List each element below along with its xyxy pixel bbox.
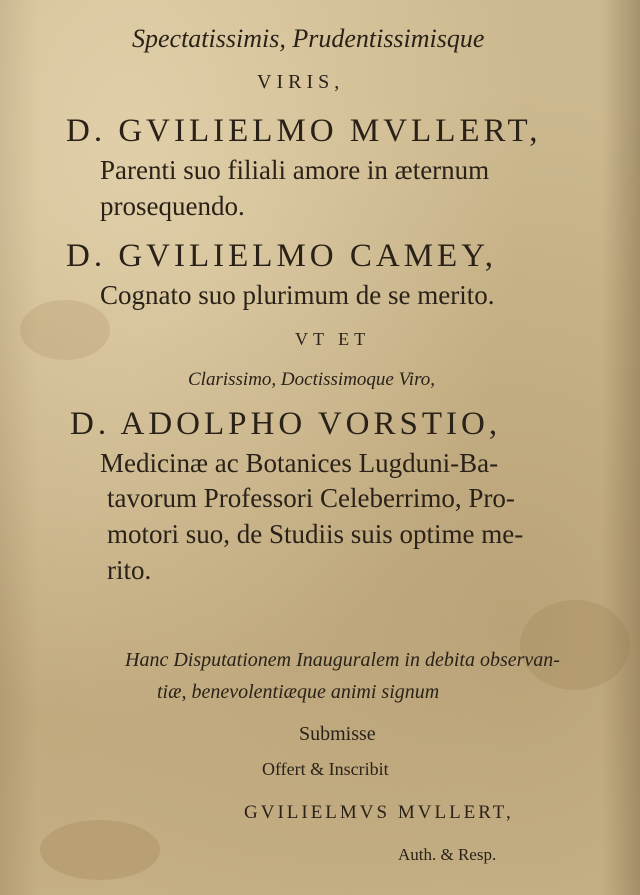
paper-stain xyxy=(20,300,110,360)
dedication-line-18: Offert & Inscribit xyxy=(262,759,389,779)
dedication-line-20: Auth. & Resp. xyxy=(398,845,497,864)
dedication-line-1: Spectatissimis, Prudentissimisque xyxy=(132,24,485,53)
dedication-line-5: prosequendo. xyxy=(100,191,245,221)
dedication-line-15: Hanc Disputationem Inauguralem in debita observan- xyxy=(125,649,560,671)
dedication-author: GVILIELMVS MVLLERT, xyxy=(244,802,514,823)
dedication-line-4: Parenti suo filiali amore in æternum xyxy=(100,155,490,185)
dedication-line-9: Clarissimo, Doctissimoque Viro, xyxy=(188,369,436,390)
dedication-line-7: Cognato suo plurimum de se merito. xyxy=(100,280,495,310)
dedication-line-16: tiæ, benevolentiæque animi signum xyxy=(157,681,440,703)
dedication-name-2: D. GVILIELMO CAMEY, xyxy=(66,238,498,274)
dedication-line-17: Submisse xyxy=(299,723,376,745)
paper-stain xyxy=(520,600,630,690)
paper-stain xyxy=(40,820,160,880)
dedication-name-1: D. GVILIELMO MVLLERT, xyxy=(66,113,542,149)
dedication-line-13: motori suo, de Studiis suis optime me- xyxy=(107,519,524,549)
dedication-line-8: VT ET xyxy=(295,329,371,349)
dedication-line-14: rito. xyxy=(107,555,152,585)
dedication-line-12: tavorum Professori Celeberrimo, Pro- xyxy=(107,483,515,513)
dedication-line-11: Medicinæ ac Botanices Lugduni-Ba- xyxy=(100,448,499,478)
dedication-line-2: VIRIS, xyxy=(257,71,345,93)
dedication-name-3: D. ADOLPHO VORSTIO, xyxy=(70,406,502,442)
